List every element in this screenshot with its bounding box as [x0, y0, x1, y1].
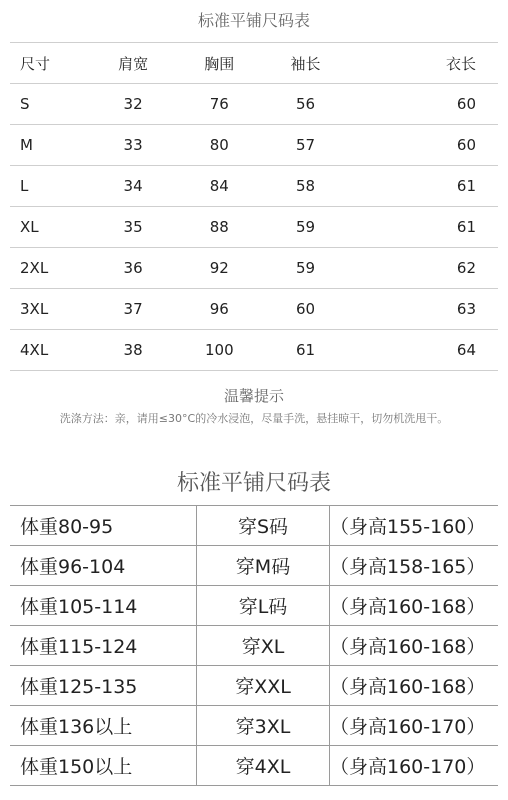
- height-cell: （身高160-170）: [330, 706, 499, 746]
- table-row: [10, 330, 498, 371]
- height-cell: （身高158-165）: [330, 546, 499, 586]
- table-cell: 2XL: [10, 248, 90, 289]
- size-cell: 穿4XL: [197, 746, 330, 786]
- table-cell: 61: [349, 166, 498, 207]
- size-cell: 穿XXL: [197, 666, 330, 706]
- table-cell: M: [10, 125, 90, 166]
- table-row: [10, 289, 498, 330]
- table-cell: 84: [176, 166, 262, 207]
- size-cell: 穿M码: [197, 546, 330, 586]
- table-cell: 100: [176, 330, 262, 371]
- height-cell: （身高160-168）: [330, 666, 499, 706]
- weight-cell: 体重125-135: [10, 666, 197, 706]
- size-cell: 穿S码: [197, 506, 330, 546]
- table-cell: 76: [176, 84, 262, 125]
- table-row: [10, 746, 498, 786]
- weight-cell: 体重80-95: [10, 506, 197, 546]
- table-cell: 36: [90, 248, 176, 289]
- table-row: [10, 84, 498, 125]
- tips-title: 温馨提示: [223, 387, 284, 405]
- size-cell: 穿L码: [197, 586, 330, 626]
- height-cell: （身高155-160）: [330, 506, 499, 546]
- table-row: [10, 166, 498, 207]
- recommendation-table: [10, 505, 498, 786]
- table-cell: 3XL: [10, 289, 90, 330]
- table-cell: 60: [262, 289, 348, 330]
- table-cell: 59: [262, 207, 348, 248]
- table-cell: 92: [176, 248, 262, 289]
- table-cell: 33: [90, 125, 176, 166]
- table-cell: 34: [90, 166, 176, 207]
- table-cell: 61: [349, 207, 498, 248]
- table-cell: S: [10, 84, 90, 125]
- table-cell: 60: [349, 84, 498, 125]
- recommendation-title: 标准平铺尺码表: [176, 471, 331, 496]
- table-row: [10, 666, 498, 706]
- size-cell: 穿XL: [197, 626, 330, 666]
- header-cell: 肩宽: [90, 43, 176, 84]
- table-row: [10, 706, 498, 746]
- table-cell: 64: [349, 330, 498, 371]
- table-cell: 61: [262, 330, 348, 371]
- table-cell: 80: [176, 125, 262, 166]
- table-row: [10, 626, 498, 666]
- table-cell: 57: [262, 125, 348, 166]
- height-cell: （身高160-168）: [330, 586, 499, 626]
- weight-cell: 体重115-124: [10, 626, 197, 666]
- table-row: [10, 546, 498, 586]
- table-cell: 58: [262, 166, 348, 207]
- table-row: [10, 586, 498, 626]
- table-row: [10, 506, 498, 546]
- size-cell: 穿3XL: [197, 706, 330, 746]
- weight-cell: 体重136以上: [10, 706, 197, 746]
- table-cell: 88: [176, 207, 262, 248]
- header-cell: 胸围: [176, 43, 262, 84]
- header-cell: 衣长: [349, 43, 498, 84]
- table-cell: 59: [262, 248, 348, 289]
- table-cell: 62: [349, 248, 498, 289]
- table-cell: 37: [90, 289, 176, 330]
- weight-cell: 体重150以上: [10, 746, 197, 786]
- header-cell: 袖长: [262, 43, 348, 84]
- weight-cell: 体重105-114: [10, 586, 197, 626]
- table-cell: 63: [349, 289, 498, 330]
- table-cell: 32: [90, 84, 176, 125]
- table-cell: 96: [176, 289, 262, 330]
- height-cell: （身高160-168）: [330, 626, 499, 666]
- height-cell: （身高160-170）: [330, 746, 499, 786]
- table-cell: 38: [90, 330, 176, 371]
- table-row: [10, 248, 498, 289]
- size-chart-header-row: [10, 43, 498, 84]
- table-cell: 56: [262, 84, 348, 125]
- table-row: [10, 125, 498, 166]
- size-chart-title: 标准平铺尺码表: [197, 11, 310, 30]
- table-cell: 35: [90, 207, 176, 248]
- size-chart-table: [10, 42, 498, 371]
- table-cell: 60: [349, 125, 498, 166]
- weight-cell: 体重96-104: [10, 546, 197, 586]
- table-cell: XL: [10, 207, 90, 248]
- table-row: [10, 207, 498, 248]
- header-cell: 尺寸: [10, 43, 90, 84]
- table-cell: L: [10, 166, 90, 207]
- table-cell: 4XL: [10, 330, 90, 371]
- washing-instructions: 洗涤方法：亲，请用≤30°C的冷水浸泡，尽量手洗，悬挂晾干，切勿机洗甩干。: [59, 412, 449, 425]
